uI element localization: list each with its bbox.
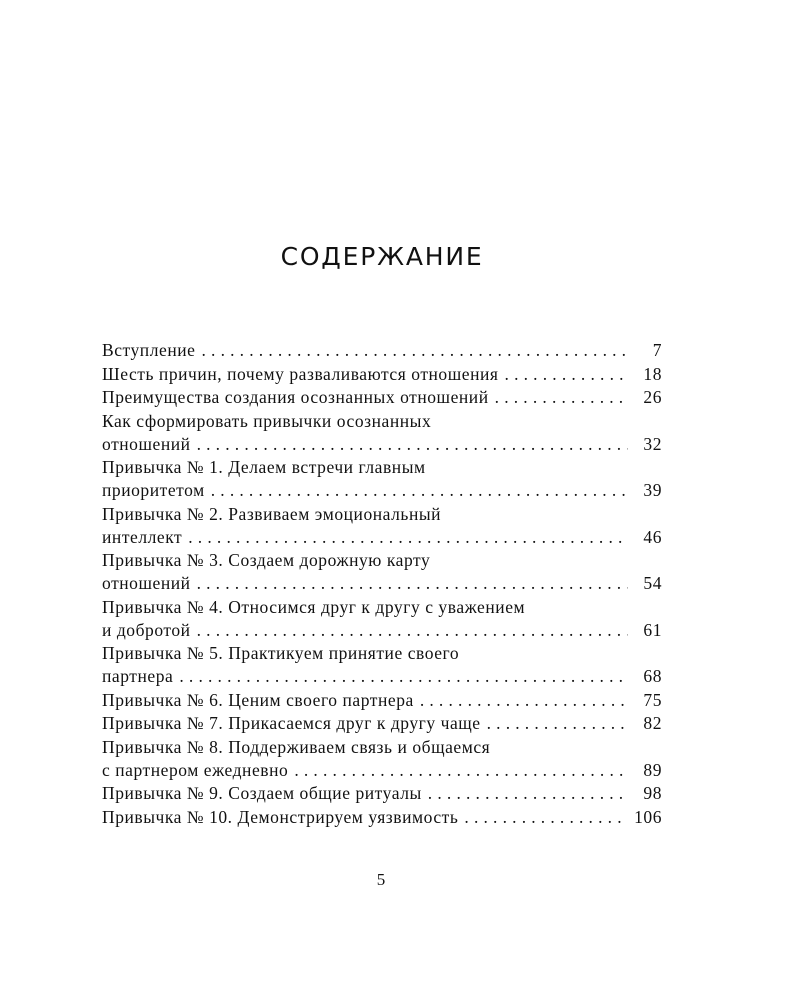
toc-entry-last-line [102,572,662,595]
toc-entry-title: интеллект [102,526,183,547]
toc-entry-last-line [102,363,662,386]
toc-entry-line [102,642,662,665]
toc-entry-page: 75 [643,689,662,710]
toc-entry-page: 32 [643,433,662,454]
toc-entry-title: Привычка № 3. Создаем дорожную карту [102,550,431,570]
page-title: СОДЕРЖАНИЕ [280,242,484,271]
page-number: 5 [376,870,386,889]
toc-entry[interactable] [102,410,662,456]
toc-entry-page: 46 [643,526,662,547]
dot-leader [294,759,628,782]
toc-entry-page: 61 [643,619,662,640]
toc-entry-last-line [102,665,662,688]
toc-entry-last-line [102,433,662,456]
toc-entry-title: отношений [102,573,191,593]
toc-entry[interactable] [102,736,662,782]
dot-leader [179,665,628,688]
dot-leader [505,363,628,386]
toc-entry-page: 106 [634,806,662,827]
toc-entry-title: приоритетом [102,480,205,500]
toc-entry[interactable] [102,689,662,712]
toc-entry-title: Привычка № 5. Практикуем принятие своего [102,643,460,663]
dot-leader [197,619,628,642]
dot-leader [428,782,628,805]
toc-entry[interactable] [102,642,662,688]
toc-entry-title: Привычка № 8. Поддерживаем связь и общаемся [102,736,491,757]
toc-entry-last-line [102,619,662,642]
toc-entry-title: и добротой [102,619,191,640]
dot-leader [420,689,628,712]
toc-entry-line [102,549,662,572]
toc-entry-last-line [102,479,662,502]
toc-entry-last-line [102,759,662,782]
dot-leader [495,386,628,409]
toc-entry[interactable] [102,712,662,735]
toc-entry-page: 7 [652,340,662,360]
toc-entry[interactable] [102,363,662,386]
dot-leader [211,479,628,502]
toc-entry[interactable] [102,339,662,362]
table-of-contents [102,339,662,829]
dot-leader [487,712,628,735]
toc-entry-title: с партнером ежедневно [102,759,289,780]
toc-entry-line [102,736,662,759]
toc-entry-last-line [102,526,662,549]
toc-entry-page: 82 [643,713,662,733]
toc-entry-page: 39 [643,480,662,500]
toc-entry-title: отношений [102,433,191,454]
dot-leader [201,339,628,362]
toc-entry-page: 54 [643,573,662,593]
toc-entry-last-line [102,806,662,829]
toc-entry[interactable] [102,806,662,829]
toc-entry[interactable] [102,549,662,595]
toc-entry-title: Шесть причин, почему разваливаются отношения [102,363,499,384]
dot-leader [188,526,628,549]
toc-entry-title: Привычка № 7. Прикасаемся друг к другу чаще [102,713,481,733]
dot-leader [464,806,626,829]
toc-entry-title: Привычка № 6. Ценим своего партнера [102,689,414,710]
toc-entry-line [102,410,662,433]
toc-entry-page: 18 [643,363,662,384]
toc-entry-last-line [102,689,662,712]
toc-entry-title: Как сформировать привычки осознанных [102,410,432,431]
toc-entry-title: Вступление [102,340,196,360]
dot-leader [197,572,628,595]
toc-entry-last-line [102,712,662,735]
toc-entry-page: 68 [643,666,662,686]
toc-entry-title: Преимущества создания осознанных отношений [102,387,489,407]
toc-entry-title: Привычка № 1. Делаем встречи главным [102,457,426,477]
toc-entry[interactable] [102,596,662,642]
toc-entry-page: 89 [643,759,662,780]
toc-entry-title: Привычка № 10. Демонстрируем уязвимость [102,806,459,827]
toc-entry-page: 98 [643,783,662,803]
toc-entry-line [102,596,662,619]
toc-entry-title: Привычка № 4. Относимся друг к другу с уважением [102,596,526,617]
toc-entry-last-line [102,782,662,805]
toc-entry[interactable] [102,782,662,805]
dot-leader [197,433,628,456]
toc-entry-title: Привычка № 9. Создаем общие ритуалы [102,783,422,803]
toc-entry-last-line [102,386,662,409]
toc-entry-line [102,503,662,526]
toc-entry[interactable] [102,386,662,409]
toc-entry-last-line [102,339,662,362]
toc-entry[interactable] [102,503,662,549]
toc-entry-line [102,456,662,479]
toc-entry-page: 26 [643,387,662,407]
toc-entry[interactable] [102,456,662,502]
toc-entry-title: Привычка № 2. Развиваем эмоциональный [102,503,442,524]
toc-entry-title: партнера [102,666,174,686]
